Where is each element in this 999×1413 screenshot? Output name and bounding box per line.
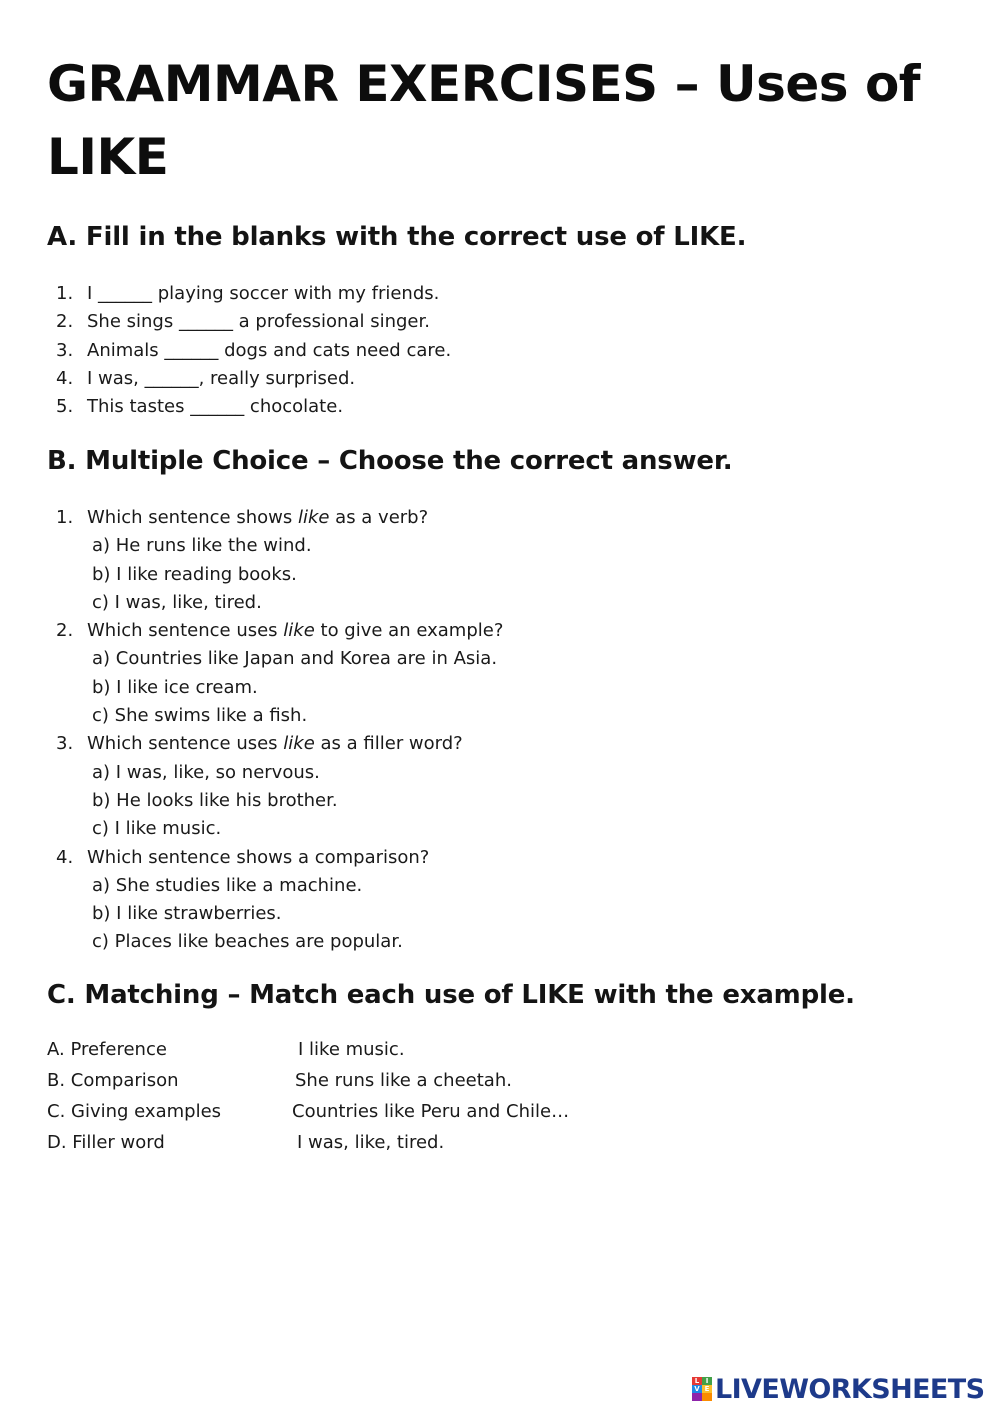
option-text: a) She studies like a machine. bbox=[92, 874, 363, 896]
matching-row bbox=[0, 1097, 900, 1128]
matching-example: Countries like Peru and Chile… bbox=[292, 1100, 570, 1122]
fill-in-blanks-list bbox=[0, 280, 900, 421]
list-item bbox=[0, 337, 900, 365]
item-number: 4. bbox=[56, 367, 74, 389]
page-title: GRAMMAR EXERCISES – Uses of LIKE bbox=[47, 55, 921, 186]
question-text: Which sentence shows a comparison? bbox=[87, 846, 430, 868]
question-text: Which sentence uses like to give an example? bbox=[87, 620, 504, 642]
item-text: Animals ______ dogs and cats need care. bbox=[87, 339, 452, 361]
question-number: 1. bbox=[56, 507, 74, 528]
item-text: She sings ______ a professional singer. bbox=[87, 311, 430, 333]
answer-option bbox=[0, 645, 900, 673]
item-text: I ______ playing soccer with my friends. bbox=[87, 283, 440, 304]
question-number: 3. bbox=[56, 733, 74, 755]
question-number: 2. bbox=[56, 620, 74, 642]
liveworksheets-logo bbox=[692, 1373, 984, 1405]
matching-list bbox=[0, 1035, 900, 1159]
option-text: b) He looks like his brother. bbox=[92, 789, 338, 811]
matching-example: I was, like, tired. bbox=[297, 1131, 445, 1153]
answer-option bbox=[0, 759, 900, 787]
logo-text: LIVEWORKSHEETS bbox=[715, 1373, 985, 1405]
answer-option bbox=[0, 815, 900, 843]
matching-use: D. Filler word bbox=[47, 1131, 165, 1153]
matching-example: I like music. bbox=[298, 1039, 405, 1060]
item-number: 5. bbox=[56, 396, 74, 418]
section-a-heading: A. Fill in the blanks with the correct use of LIKE. bbox=[47, 222, 747, 252]
item-number: 3. bbox=[56, 339, 74, 361]
option-text: b) I like strawberries. bbox=[92, 903, 282, 925]
answer-option bbox=[0, 702, 900, 730]
question-number: 4. bbox=[56, 846, 74, 868]
answer-option bbox=[0, 561, 900, 589]
answer-option bbox=[0, 674, 900, 702]
emphasis-like: like bbox=[297, 507, 330, 528]
list-item bbox=[0, 393, 900, 421]
question-item bbox=[0, 504, 900, 532]
option-text: c) Places like beaches are popular. bbox=[92, 931, 403, 953]
question-item bbox=[0, 730, 900, 758]
option-text: a) Countries like Japan and Korea are in Asia. bbox=[92, 648, 498, 670]
multiple-choice-list bbox=[0, 504, 900, 957]
matching-row bbox=[0, 1066, 900, 1097]
liveworksheets-logo-icon: L I V E bbox=[692, 1377, 712, 1401]
list-item bbox=[0, 365, 900, 393]
option-text: b) I like ice cream. bbox=[92, 676, 258, 698]
emphasis-like: like bbox=[283, 733, 315, 755]
section-b-heading: B. Multiple Choice – Choose the correct answer. bbox=[47, 446, 733, 476]
matching-use: A. Preference bbox=[47, 1039, 167, 1060]
question-item bbox=[0, 617, 900, 645]
question-text: Which sentence shows like as a verb? bbox=[87, 507, 429, 528]
matching-use: C. Giving examples bbox=[47, 1100, 222, 1122]
matching-example: She runs like a cheetah. bbox=[295, 1069, 512, 1091]
option-text: c) I was, like, tired. bbox=[92, 591, 262, 613]
list-item bbox=[0, 308, 900, 336]
option-text: c) I like music. bbox=[92, 818, 222, 840]
item-number: 2. bbox=[56, 311, 74, 333]
answer-option bbox=[0, 928, 900, 956]
section-c-heading: C. Matching – Match each use of LIKE with the example. bbox=[47, 980, 855, 1010]
answer-option bbox=[0, 872, 900, 900]
option-text: a) He runs like the wind. bbox=[92, 535, 312, 557]
option-text: b) I like reading books. bbox=[92, 563, 297, 585]
answer-option bbox=[0, 787, 900, 815]
question-item bbox=[0, 844, 900, 872]
matching-use: B. Comparison bbox=[47, 1069, 179, 1091]
answer-option bbox=[0, 589, 900, 617]
emphasis-like: like bbox=[283, 620, 315, 642]
item-number: 1. bbox=[56, 283, 74, 304]
answer-option bbox=[0, 900, 900, 928]
option-text: c) She swims like a fish. bbox=[92, 705, 308, 727]
list-item bbox=[0, 280, 900, 308]
item-text: This tastes ______ chocolate. bbox=[87, 396, 344, 418]
matching-row bbox=[0, 1128, 900, 1159]
question-text: Which sentence uses like as a filler word? bbox=[87, 733, 463, 755]
item-text: I was, ______, really surprised. bbox=[87, 367, 356, 389]
option-text: a) I was, like, so nervous. bbox=[92, 761, 320, 783]
matching-row bbox=[0, 1035, 900, 1066]
answer-option bbox=[0, 532, 900, 560]
